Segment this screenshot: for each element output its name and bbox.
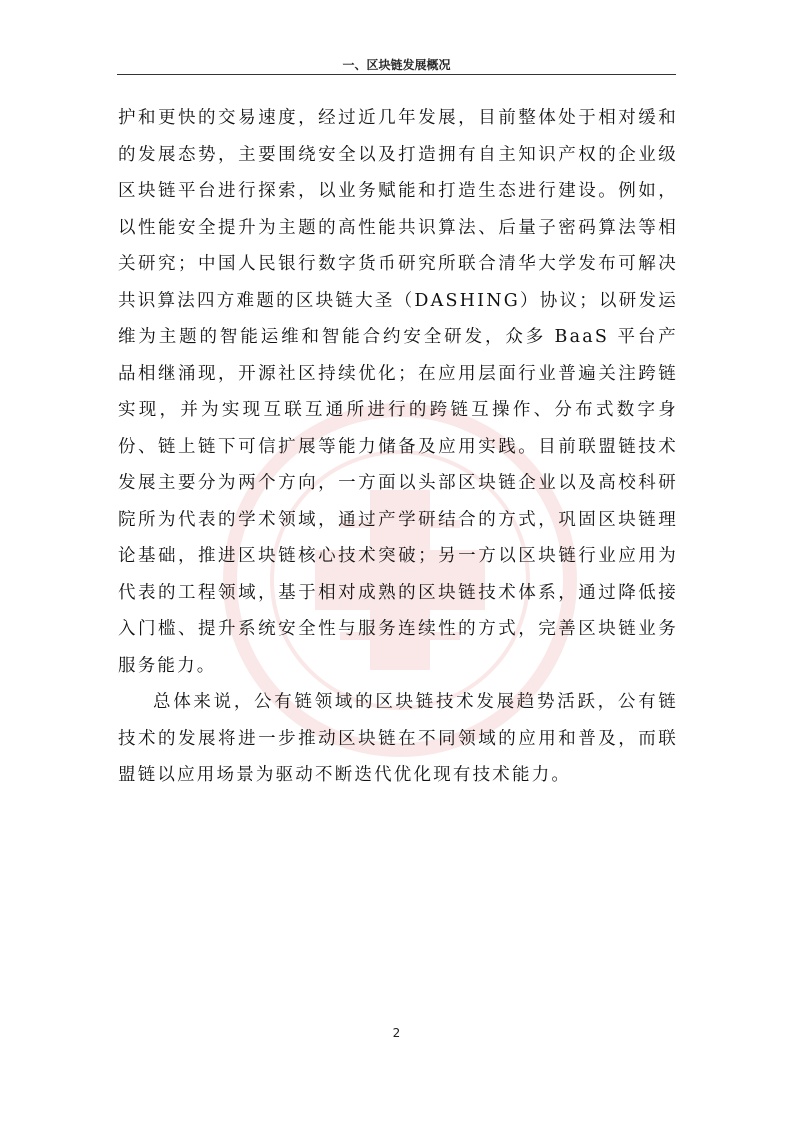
running-header: 一、区块链发展概况 <box>342 58 451 72</box>
body-paragraph-2: 总体来说，公有链领域的区块链技术发展趋势活跃，公有链技术的发展将进一步推动区块链在不同领域的应用和普及，而联盟链以应用场景为驱动不断迭代优化现有技术能力。 <box>118 692 678 785</box>
header-divider <box>117 74 676 75</box>
body-paragraph-1: 护和更快的交易速度，经过近几年发展，目前整体处于相对缓和的发展态势，主要围绕安全以及打造拥有自主知识产权的企业级区块链平台进行探索，以业务赋能和打造生态进行建设。例如，以性能安全提升为主题的高性能共识算法、后量子密码算法等相关研究；中国人民银行数字货币研究所联合清华大学发布可解决共识算法四方难题的区块链大圣（DASHING）协议；以研发运维为主题的智能运维和智能合约安全研发，众多 BaaS 平台产品相继涌现，开源社区持续优化；在应用层面行业普遍关注跨链实现，并为实现互联互通所进行的跨链互操作、分布式数字身份、链上链下可信扩展等能力储备及应用实践。目前联盟链技术发展主要分为两个方向，一方面以头部区块链企业以及高校科研院所为代表的学术领域，通过产学研结合的方式，巩固区块链理论基础，推进区块链核心技术突破；另一方以区块链行业应用为代表的工程领域，基于相对成熟的区块链技术体系，通过降低接入门槛、提升系统安全性与服务连续性的方式，完善区块链业务服务能力。 <box>118 108 678 676</box>
page-number: 2 <box>392 1026 401 1040</box>
document-body <box>118 100 678 794</box>
